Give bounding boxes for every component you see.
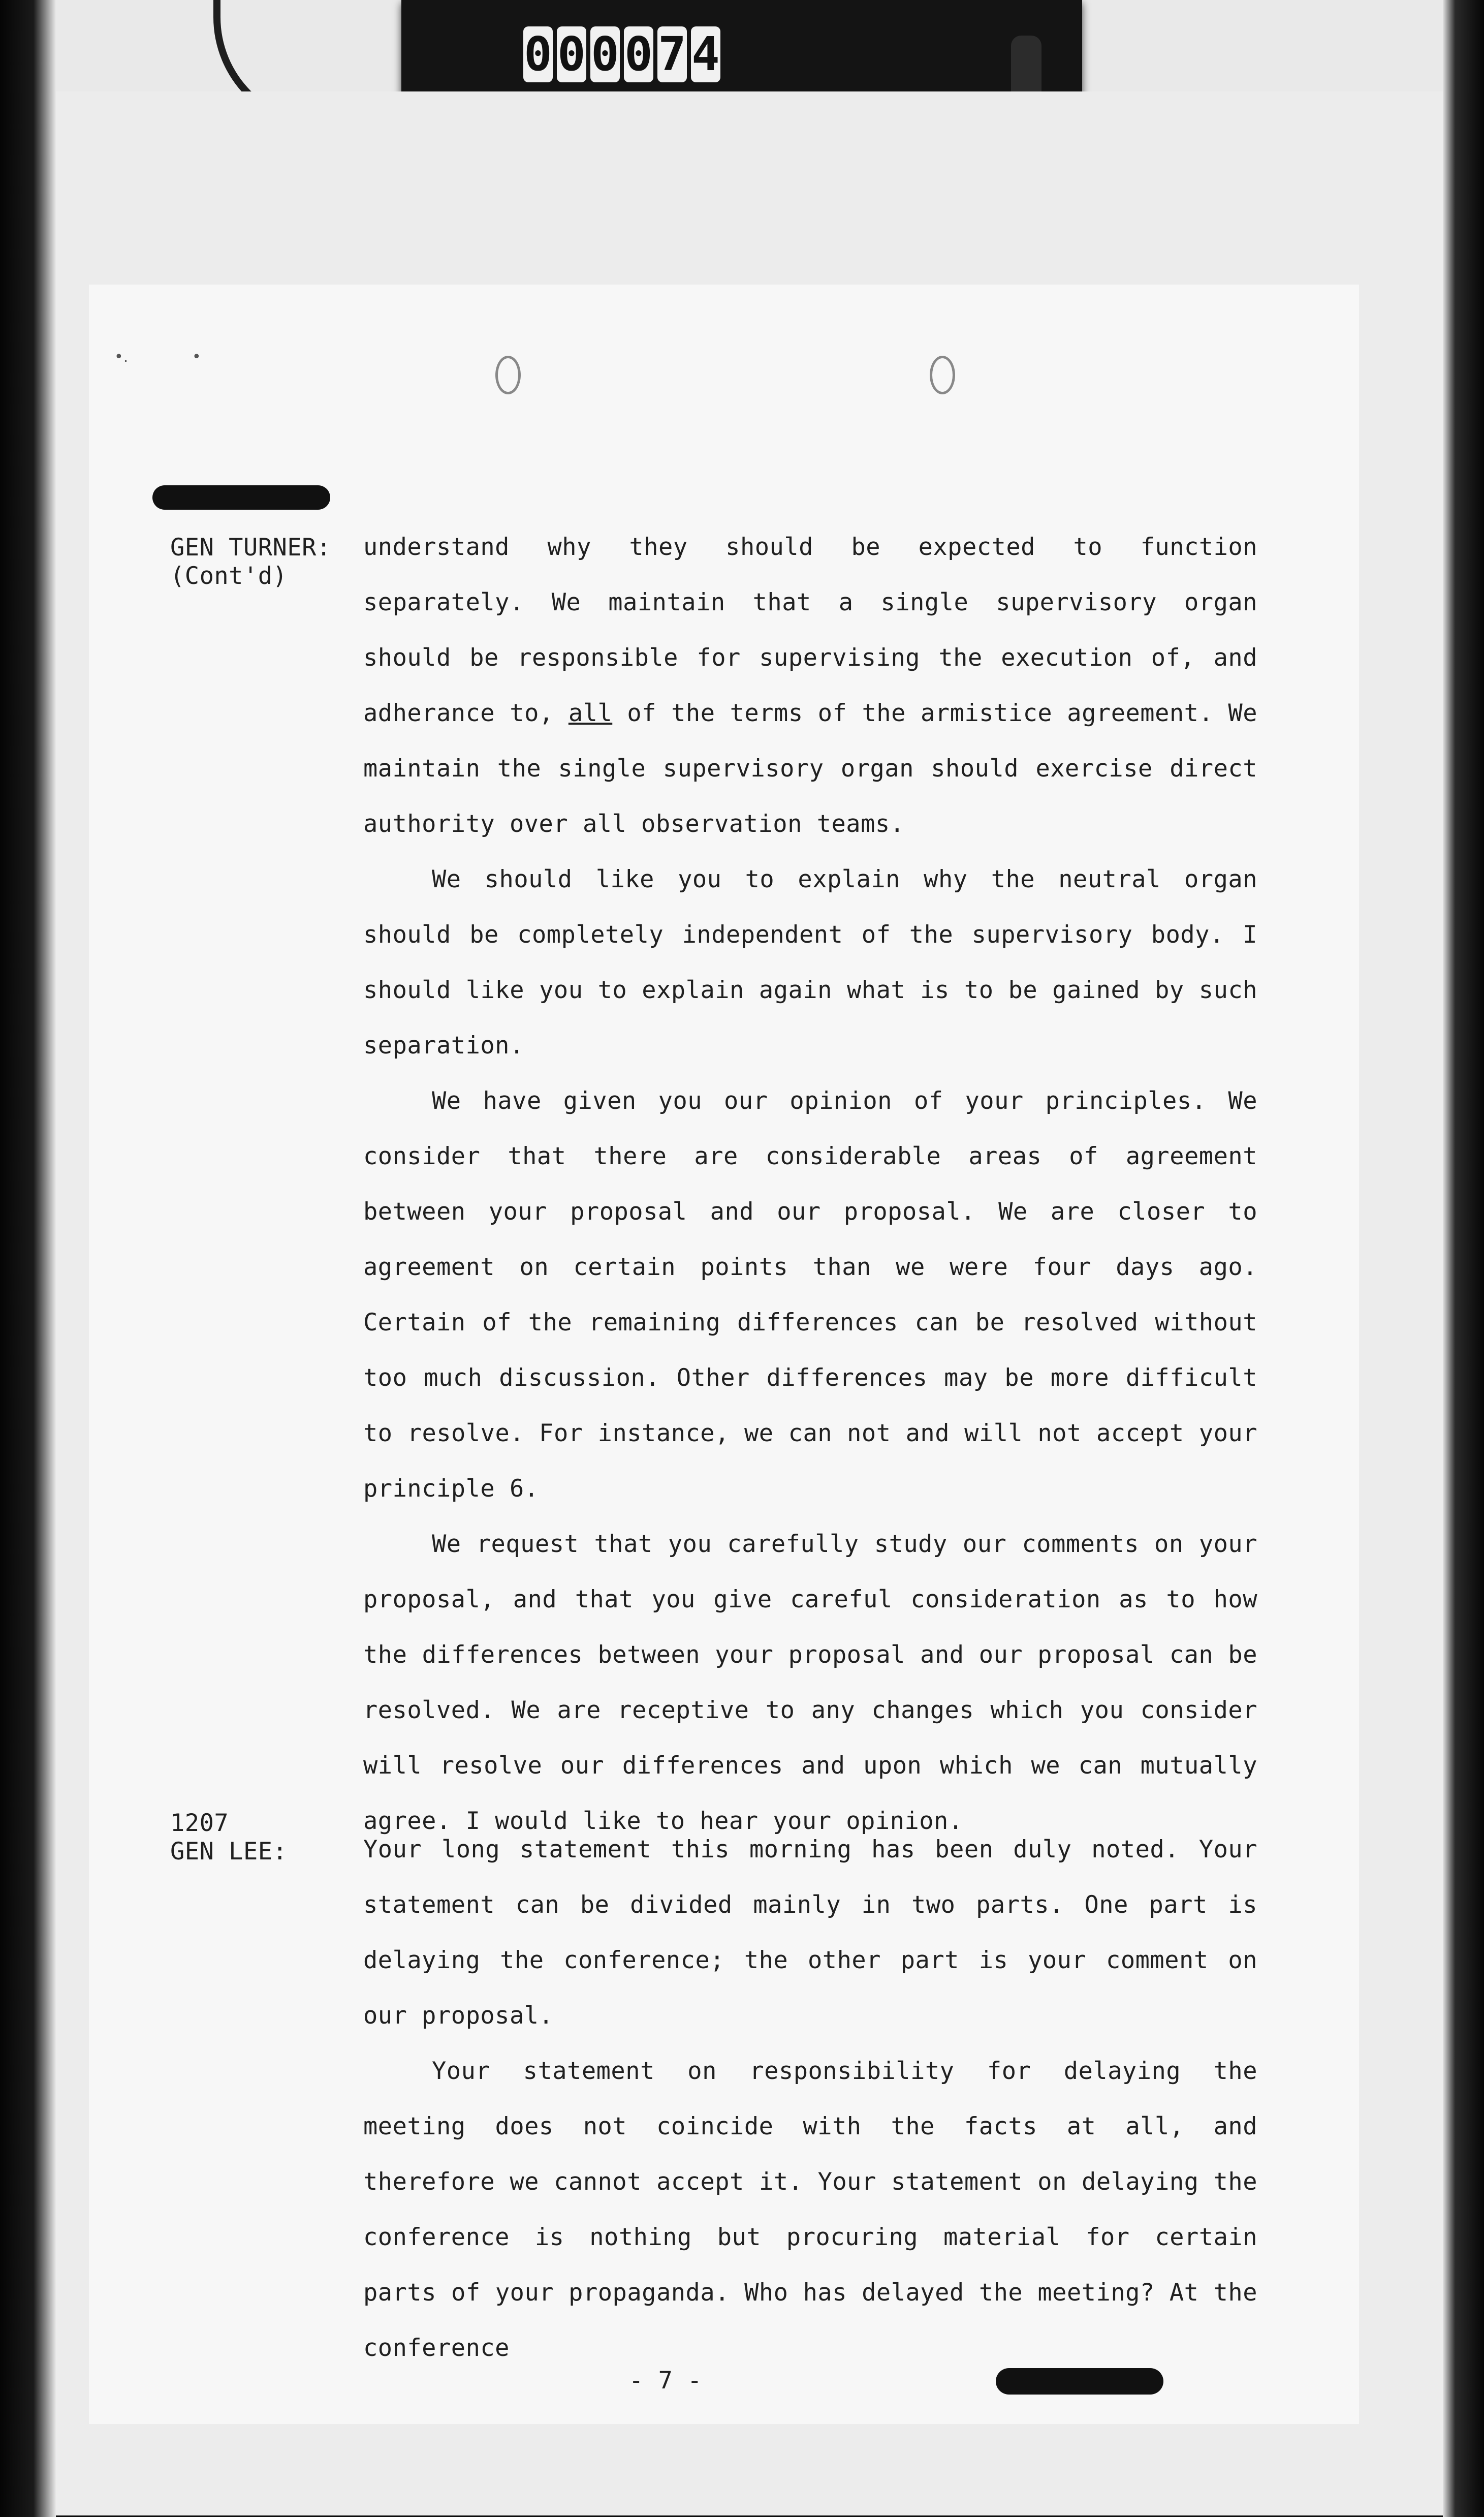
counter-digit: 0 [557, 27, 586, 81]
speech-block-lee [363, 1822, 1257, 2376]
speaker-continuation: (Cont'd) [170, 562, 288, 590]
paragraph [363, 1822, 1257, 2043]
paragraph-text: We request that you carefully study our comments on your proposal, and that you give careful consideration as to how the differences between your proposal and our proposal can be resolved. We are receptive to any changes which you consider will resolve our differences and upon which we can mutually agree. I would like to hear your opinion. [363, 1530, 1257, 1835]
stray-mark: •. [114, 348, 129, 366]
paragraph-text: Your long statement this morning has been duly noted. Your statement can be divided mainly in two parts. One part is delaying the conference; the other part is your comment on our proposal. [363, 1836, 1257, 2030]
page-number: - 7 - [629, 2367, 702, 2395]
speech-block-turner [363, 519, 1257, 1849]
paragraph [363, 1073, 1257, 1516]
film-frame-right-edge [1443, 0, 1484, 2517]
frame-counter-readout [523, 26, 720, 82]
stray-mark: • [192, 348, 201, 366]
redaction-bar [996, 2368, 1163, 2395]
counter-digit: 0 [591, 27, 619, 81]
speaker-time: 1207 [170, 1809, 229, 1837]
paragraph-text: understand why they should be expected to function separately. We maintain that a single supervisory organ should be responsible for supervising the execution of, and adherance to, [363, 533, 1257, 727]
counter-digit: 0 [624, 27, 653, 81]
paragraph [363, 1516, 1257, 1849]
paragraph-text: We should like you to explain why the neutral organ should be completely independent of the supervisory body. I should like you to explain again what is to be gained by such separation. [363, 865, 1257, 1060]
punch-hole [495, 356, 521, 394]
underlined-word: all [568, 699, 613, 727]
paragraph [363, 852, 1257, 1073]
paragraph-text: We have given you our opinion of your principles. We consider that there are considerable areas of agreement between your proposal and our proposal. We are closer to agreement on certain points than we were four days ago. Certain of the remaining differences can be resolved without too much discussion. Other differences may be more difficult to resolve. For instance, we can not and will not accept your principle 6. [363, 1087, 1257, 1503]
speaker-label [170, 534, 348, 591]
paragraph [363, 2043, 1257, 2376]
paragraph-text: of the terms of the armistice agreement. We maintain the single supervisory organ should exercise direct authority over all observation teams. [363, 699, 1258, 838]
film-frame-left-edge [0, 0, 56, 2517]
paragraph-text: Your statement on responsibility for delaying the meeting does not coincide with the facts at all, and therefore we cannot accept it. Your statement on delaying the conference is nothing but procuring material for certain parts of your propaganda. Who has delayed the meeting? At the conference [363, 2057, 1257, 2362]
punch-hole [930, 356, 955, 394]
speaker-name: GEN TURNER: [170, 534, 331, 562]
redaction-bar [152, 485, 330, 510]
speaker-name: GEN LEE: [170, 1838, 288, 1866]
paragraph [363, 519, 1257, 852]
counter-digit: 4 [691, 27, 720, 81]
counter-digit: 0 [524, 27, 552, 81]
counter-digit: 7 [658, 27, 686, 81]
speaker-label [170, 1809, 348, 1866]
